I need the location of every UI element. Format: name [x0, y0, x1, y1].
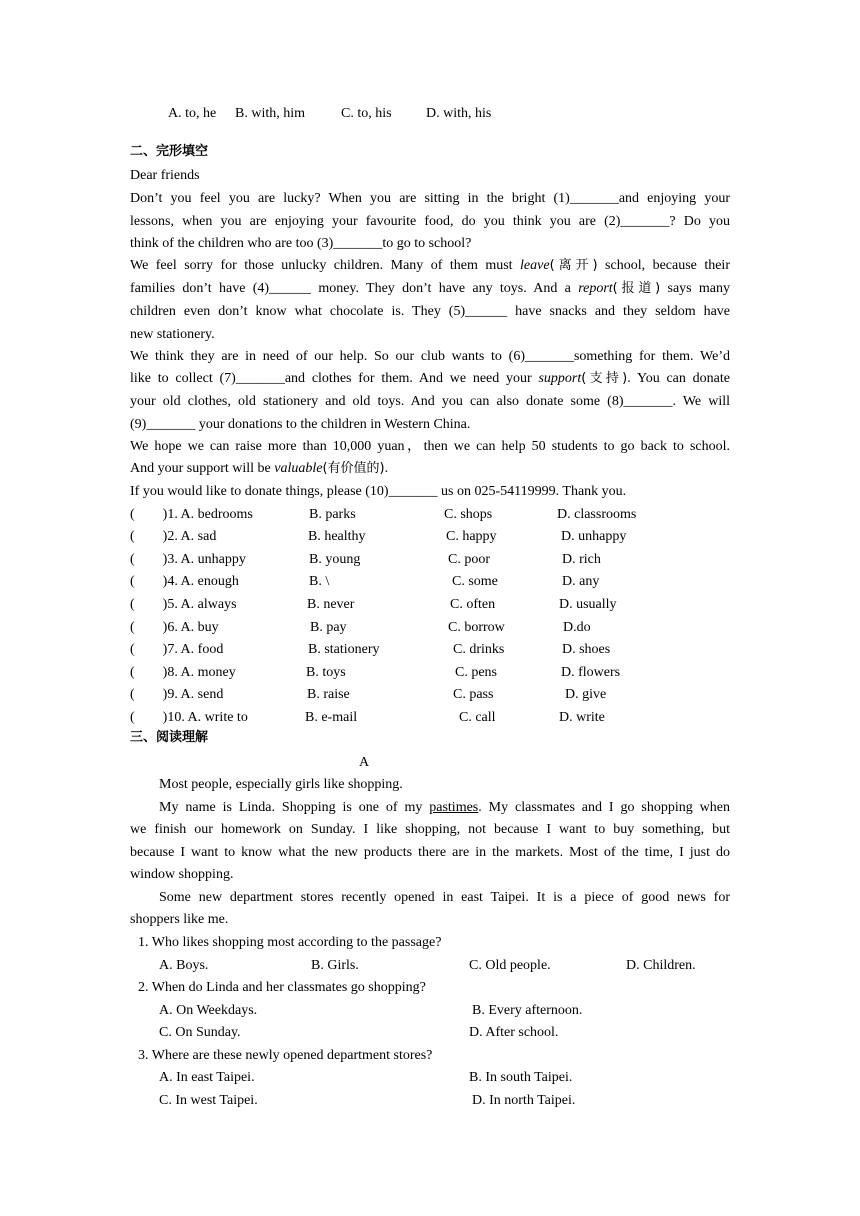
reading-q3-stem: 3. Where are these newly opened department stores? — [138, 1048, 433, 1063]
question-4-c: C. some — [452, 574, 498, 589]
question-5-d: D. usually — [559, 597, 617, 612]
question-3-num: ( )3. A. unhappy — [130, 552, 246, 567]
question-6-d: D.do — [563, 620, 591, 635]
prev-option-b: B. with, him — [235, 106, 306, 121]
cloze-p2-line3: children even don’t know what chocolate is. They (5)______ have snacks and they seldom have — [130, 304, 730, 319]
question-5-c: C. often — [450, 597, 496, 612]
question-8-c: C. pens — [455, 665, 497, 680]
question-7-b: B. stationery — [308, 642, 380, 657]
question-7-num: ( )7. A. food — [130, 642, 224, 657]
cloze-p3-line3: your old clothes, old stationery and old toys. And you can also donate some (8)_______. We will — [130, 394, 730, 409]
question-3-c: C. poor — [448, 552, 490, 567]
question-10-c: C. call — [459, 710, 496, 725]
question-6-num: ( )6. A. buy — [130, 620, 219, 635]
reading-q2-c: C. On Sunday. — [159, 1025, 241, 1040]
cloze-p2-line2: families don’t have (4)______ money. They don’t have any toys. And a report(报道) says many — [130, 281, 730, 296]
question-1-num: ( )1. A. bedrooms — [130, 507, 253, 522]
question-7-c: C. drinks — [453, 642, 505, 657]
cloze-p3-line1: We think they are in need of our help. So our club wants to (6)_______something for them. We’d — [130, 349, 730, 364]
prev-option-a: A. to, he — [168, 106, 217, 121]
question-8-b: B. toys — [306, 665, 346, 680]
section-2-title: 二、完形填空 — [130, 144, 209, 159]
question-9-d: D. give — [565, 687, 607, 702]
passage-line-2: My name is Linda. Shopping is one of my pastimes. My classmates and I go shopping when — [159, 800, 730, 815]
question-8-num: ( )8. A. money — [130, 665, 236, 680]
question-3-d: D. rich — [562, 552, 601, 567]
passage-line-3: we finish our homework on Sunday. I like shopping, not because I want to buy something, but — [130, 822, 730, 837]
reading-q3-c: C. In west Taipei. — [159, 1093, 258, 1108]
pastimes-word: pastimes — [429, 800, 479, 815]
question-7-d: D. shoes — [562, 642, 611, 657]
reading-q3-b: B. In south Taipei. — [469, 1070, 573, 1085]
question-1-c: C. shops — [444, 507, 493, 522]
question-10-b: B. e-mail — [305, 710, 358, 725]
question-4-num: ( )4. A. enough — [130, 574, 239, 589]
question-10-d: D. write — [559, 710, 605, 725]
passage-line-4: because I want to know what the new products there are in the markets. Most of the time, I just do — [130, 845, 730, 860]
cloze-p2-line4: new stationery. — [130, 327, 215, 342]
question-1-d: D. classrooms — [557, 507, 637, 522]
passage-line-1: Most people, especially girls like shopping. — [159, 777, 403, 792]
letter-greeting: Dear friends — [130, 168, 200, 183]
question-4-d: D. any — [562, 574, 600, 589]
question-5-num: ( )5. A. always — [130, 597, 237, 612]
cloze-p5-line: If you would like to donate things, please (10)_______ us on 025-54119999. Thank you. — [130, 484, 627, 499]
reading-q2-stem: 2. When do Linda and her classmates go shopping? — [138, 980, 426, 995]
question-1-b: B. parks — [309, 507, 356, 522]
passage-line-5: window shopping. — [130, 867, 234, 882]
question-2-d: D. unhappy — [561, 529, 627, 544]
question-3-b: B. young — [309, 552, 361, 567]
question-2-c: C. happy — [446, 529, 497, 544]
cloze-p1-line1: Don’t you feel you are lucky? When you are sitting in the bright (1)_______and enjoying your — [130, 191, 730, 206]
reading-q2-b: B. Every afternoon. — [472, 1003, 583, 1018]
question-6-b: B. pay — [310, 620, 347, 635]
question-2-num: ( )2. A. sad — [130, 529, 217, 544]
reading-q3-d: D. In north Taipei. — [472, 1093, 576, 1108]
reading-q1-b: B. Girls. — [311, 958, 359, 973]
prev-option-c: C. to, his — [341, 106, 392, 121]
reading-q1-c: C. Old people. — [469, 958, 551, 973]
question-9-b: B. raise — [307, 687, 350, 702]
passage-line-6: Some new department stores recently opened in east Taipei. It is a piece of good news for — [159, 890, 730, 905]
reading-q1-a: A. Boys. — [159, 958, 209, 973]
reading-q2-a: A. On Weekdays. — [159, 1003, 258, 1018]
cloze-p4-line2: And your support will be valuable(有价值的). — [130, 461, 389, 476]
question-10-num: ( )10. A. write to — [130, 710, 248, 725]
reading-q3-a: A. In east Taipei. — [159, 1070, 255, 1085]
question-5-b: B. never — [307, 597, 355, 612]
passage-line-7: shoppers like me. — [130, 912, 229, 927]
prev-option-d: D. with, his — [426, 106, 492, 121]
question-9-num: ( )9. A. send — [130, 687, 224, 702]
cloze-p2-line1: We feel sorry for those unlucky children. Many of them must leave(离开) school, because their — [130, 258, 730, 273]
cloze-p1-line2: lessons, when you are enjoying your favourite food, do you think you are (2)_______? Do you — [130, 214, 730, 229]
passage-label: A — [359, 755, 370, 770]
cloze-p3-line4: (9)_______ your donations to the children in Western China. — [130, 417, 471, 432]
question-9-c: C. pass — [453, 687, 494, 702]
reading-q1-d: D. Children. — [626, 958, 696, 973]
question-8-d: D. flowers — [561, 665, 621, 680]
cloze-p3-line2: like to collect (7)_______and clothes for them. And we need your support(支持). You can donate — [130, 371, 730, 386]
cloze-p1-line3: think of the children who are too (3)_______to go to school? — [130, 236, 472, 251]
section-3-title: 三、阅读理解 — [130, 730, 209, 745]
question-4-b: B. \ — [309, 574, 330, 589]
question-2-b: B. healthy — [308, 529, 366, 544]
question-6-c: C. borrow — [448, 620, 505, 635]
reading-q2-d: D. After school. — [469, 1025, 559, 1040]
reading-q1-stem: 1. Who likes shopping most according to the passage? — [138, 935, 442, 950]
cloze-p4-line1: We hope we can raise more than 10,000 yuan，then we can help 50 students to go back to school. — [130, 439, 730, 454]
